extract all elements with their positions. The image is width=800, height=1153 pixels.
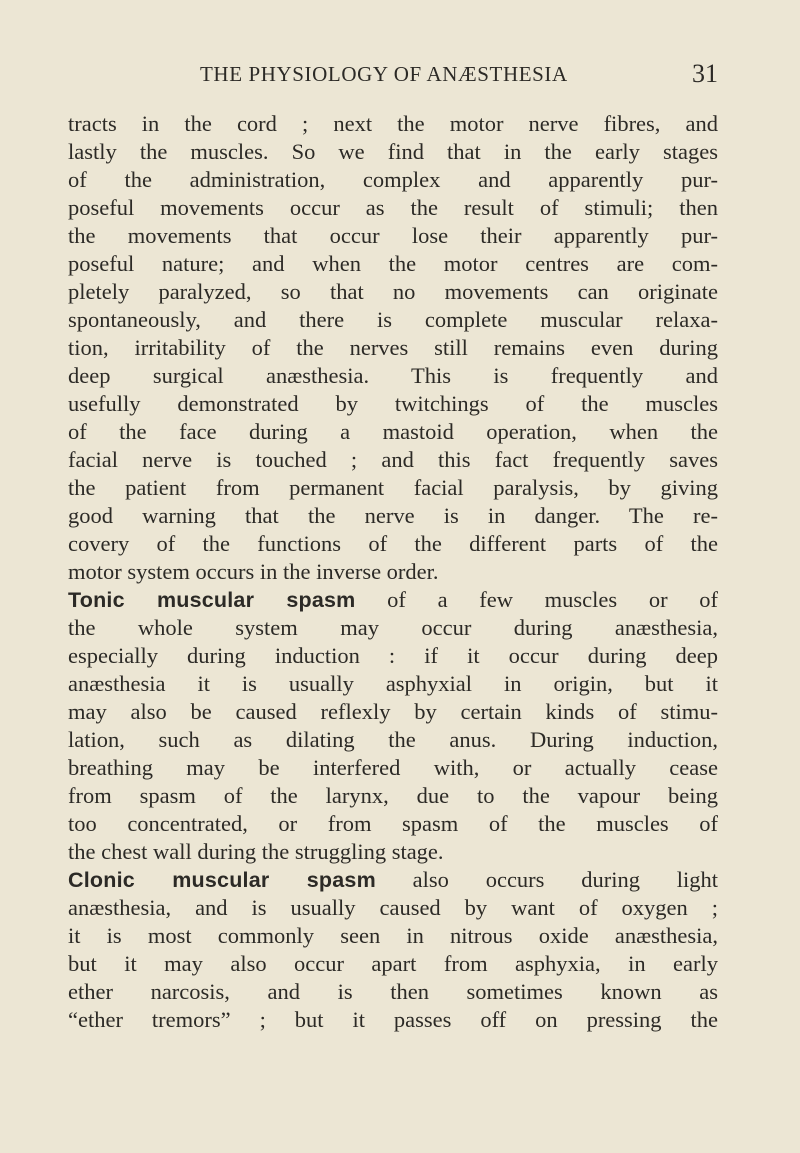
paragraph-lead-line [68, 866, 718, 894]
text-line: poseful nature; and when the motor centres are com- [68, 251, 718, 276]
text-line: too concentrated, or from spasm of the muscles of [68, 811, 718, 836]
text-line: the patient from permanent facial paralysis, by giving [68, 475, 718, 500]
text-line: motor system occurs in the inverse order. [68, 559, 439, 584]
text-line: may also be caused reflexly by certain kinds of stimu- [68, 699, 718, 724]
text-run: also occurs during light [375, 867, 718, 892]
text-line: tion, irritability of the nerves still remains even during [68, 335, 718, 360]
running-title: THE PHYSIOLOGY OF ANÆSTHESIA [200, 62, 568, 86]
body-text [68, 110, 718, 1034]
text-line: “ether tremors” ; but it passes off on pressing the [68, 1007, 718, 1032]
text-line: deep surgical anæsthesia. This is frequently and [68, 363, 718, 388]
text-line: from spasm of the larynx, due to the vapour being [68, 783, 718, 808]
text-line: good warning that the nerve is in danger. The re- [68, 503, 718, 528]
text-line: especially during induction : if it occur during deep [68, 643, 718, 668]
paragraph-lead-line [68, 586, 718, 614]
text-line: anæsthesia it is usually asphyxial in origin, but it [68, 671, 718, 696]
text-line: the whole system may occur during anæsthesia, [68, 615, 718, 640]
text-line: anæsthesia, and is usually caused by want of oxygen ; [68, 895, 718, 920]
text-line: but it may also occur apart from asphyxia, in early [68, 951, 718, 976]
text-line: lastly the muscles. So we find that in the early stages [68, 139, 718, 164]
lead-heading-clonic-spasm: Clonic muscular spasm [68, 868, 376, 892]
text-line: poseful movements occur as the result of stimuli; then [68, 195, 718, 220]
lead-heading-tonic-spasm: Tonic muscular spasm [68, 588, 356, 612]
text-line: the chest wall during the struggling stage. [68, 839, 444, 864]
running-head [68, 59, 718, 92]
text-line: it is most commonly seen in nitrous oxide anæsthesia, [68, 923, 718, 948]
text-line: facial nerve is touched ; and this fact frequently saves [68, 447, 718, 472]
text-line: lation, such as dilating the anus. During induction, [68, 727, 718, 752]
text-line: of the face during a mastoid operation, when the [68, 419, 718, 444]
text-line: tracts in the cord ; next the motor nerve fibres, and [68, 111, 718, 136]
text-line: pletely paralyzed, so that no movements can originate [68, 279, 718, 304]
text-line: breathing may be interfered with, or actually cease [68, 755, 718, 780]
text-line: ether narcosis, and is then sometimes known as [68, 979, 718, 1004]
text-run: of a few muscles or of [355, 587, 718, 612]
text-line: spontaneously, and there is complete muscular relaxa- [68, 307, 718, 332]
text-line: of the administration, complex and apparently pur- [68, 167, 718, 192]
text-line: covery of the functions of the different parts of the [68, 531, 718, 556]
text-line: the movements that occur lose their apparently pur- [68, 223, 718, 248]
page-number: 31 [692, 59, 718, 88]
text-line: usefully demonstrated by twitchings of the muscles [68, 391, 718, 416]
